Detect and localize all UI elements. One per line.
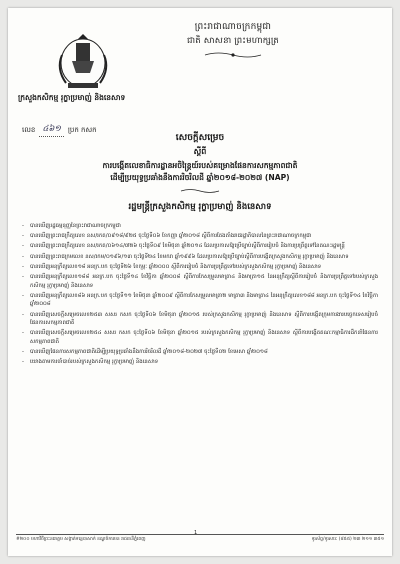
document-type: សេចក្តីសម្រេច	[175, 133, 225, 143]
ministry-name: ក្រសួងកសិកម្ម រុក្ខាប្រមាញ់ និងនេសាទ	[18, 93, 126, 102]
list-item: - បានឃើញព្រះរាជក្រឹត្យលេខ នស/រកត/០៩១៨/៩២៥ ចុះថ្ងៃទី០៦ ខែកញ្ញា ឆ្នាំ២០១៨ ស្តីពីការតែងតាំងរាជរដ្ឋាភិបាលនៃព្រះរាជាណាចក្រកម្ពុជា	[22, 232, 378, 241]
document-page	[8, 8, 392, 556]
clause-text: បានឃើញព្រះរាជក្រឹត្យលេខ នស/រកត/០៩១៨/៩២៥ ចុះថ្ងៃទី០៦ ខែកញ្ញា ឆ្នាំ២០១៨ ស្តីពីការតែងតាំងរាជរដ្ឋាភិបាលនៃព្រះរាជាណាចក្រកម្ពុជា	[30, 233, 312, 240]
list-item: - បានឃើញព្រះរាជក្រមលេខ នស/រកម/០១៩៦/១៣ ចុះថ្ងៃទី២៤ ខែមករា ឆ្នាំ១៩៩៦ ដែលប្រកាសឱ្យប្រើច្បាប់ស្តីពីការបង្កើតក្រសួងកសិកម្ម រុក្ខាប្រមាញ់ និងនេសាទ	[22, 253, 378, 262]
document-title-line2: ដើម្បីប្រយុទ្ធប្រឆាំងនឹងការរិចរិលដី ឆ្នាំ២០១៨-២០២៧ (NAP)	[110, 173, 290, 182]
list-item: - បានឃើញអនុក្រឹត្យលេខ១៨ អនក្រ.បក ចុះថ្ងៃទី២៦ ខែកុម្ភៈ ឆ្នាំ២០០០ ស្តីពីការរៀបចំ និងការប្រព្រឹត្តទៅរបស់ក្រសួងកសិកម្ម រុក្ខាប្រមាញ់ និងនេសាទ	[22, 263, 378, 272]
list-item: - យោងតាមការចាំបាច់របស់ក្រសួងកសិកម្ម រុក្ខាប្រមាញ់ និងនេសាទ	[22, 358, 378, 367]
clause-text: បានឃើញរដ្ឋធម្មនុញ្ញនៃព្រះរាជាណាចក្រកម្ពុជា	[30, 223, 121, 229]
page-footer	[16, 534, 384, 543]
clause-text: បានឃើញព្រះរាជក្រឹត្យលេខ នស/រកត/០៦១៤/៧២៦ ចុះថ្ងៃទី០៩ ខែមិថុនា ឆ្នាំ២០១៤ ដែលប្រកាសឱ្យប្រើច្បាប់ស្តីពីការរៀបចំ និងការប្រព្រឹត្តទៅនៃគណៈរដ្ឋមន្ត្រី	[30, 243, 345, 250]
list-item: - បានឃើញព្រះរាជក្រឹត្យលេខ នស/រកត/០៦១៤/៧២៦ ចុះថ្ងៃទី០៩ ខែមិថុនា ឆ្នាំ២០១៤ ដែលប្រកាសឱ្យប្រើច្បាប់ស្តីពីការរៀបចំ និងការប្រព្រឹត្តទៅនៃគណៈរដ្ឋមន្ត្រី	[22, 242, 378, 251]
national-emblem-seal-icon	[48, 33, 118, 97]
reference-prefix: លេខ	[22, 125, 36, 134]
list-item: - បានឃើញអនុក្រឹត្យលេខ៨៦ អនក្រ.បក ចុះថ្ងៃទី១១ ខែមិថុនា ឆ្នាំ២០០៩ ស្តីពីការកែសម្រួលមាត្រា២ មាត្រា៣ និងមាត្រា៤ នៃអនុក្រឹត្យលេខ១៨៨ អនក្រ.បក ចុះថ្ងៃទី១៤ ខែវិច្ឆិកា ឆ្នាំ២០០៨	[22, 292, 378, 308]
document-title	[48, 160, 352, 184]
clause-text: បានឃើញព្រះរាជក្រមលេខ នស/រកម/០១៩៦/១៣ ចុះថ្ងៃទី២៤ ខែមករា ឆ្នាំ១៩៩៦ ដែលប្រកាសឱ្យប្រើច្បាប់ស្តីពីការបង្កើតក្រសួងកសិកម្ម រុក្ខាប្រមាញ់ និងនេសាទ	[30, 253, 349, 260]
list-item: - បានឃើញរដ្ឋធម្មនុញ្ញនៃព្រះរាជាណាចក្រកម្ពុជា	[22, 222, 378, 231]
list-item: - បានឃើញផែនការសកម្មភាពជាតិដើម្បីប្រយុទ្ធប្រឆាំងនឹងការរិចរិលដី ឆ្នាំ២០១៨-២០២៧ ចុះថ្ងៃទី០២ ខែមេសា ឆ្នាំ២០១៨	[22, 348, 378, 357]
clause-text: បានឃើញអនុក្រឹត្យលេខ១៨ អនក្រ.បក ចុះថ្ងៃទី២៦ ខែកុម្ភៈ ឆ្នាំ២០០០ ស្តីពីការរៀបចំ និងការប្រព្រឹត្តទៅរបស់ក្រសួងកសិកម្ម រុក្ខាប្រមាញ់ និងនេសាទ	[30, 263, 322, 270]
issuing-authority: រដ្ឋមន្ត្រីក្រសួងកសិកម្ម រុក្ខាប្រមាញ់ និងនេសាទ	[128, 202, 272, 212]
footer-address: #២០០ មហាវិថីព្រះនរោត្តម សង្កាត់ទន្លេបាសាក់ ខណ្ឌចំការមន រាជធានីភ្នំពេញ	[16, 537, 146, 542]
document-title-line1: ការបង្កើតលេខាធិការដ្ឋានអចិន្ត្រៃយ៍របស់គម្រោងផែនការសកម្មភាពជាតិ	[102, 161, 298, 170]
kingdom-header	[158, 20, 308, 48]
page-number: 1	[194, 530, 198, 536]
ornament-divider-icon	[203, 51, 263, 59]
clause-text: បានឃើញអនុក្រឹត្យលេខ៨៦ អនក្រ.បក ចុះថ្ងៃទី១១ ខែមិថុនា ឆ្នាំ២០០៩ ស្តីពីការកែសម្រួលមាត្រា២ មាត្រា៣ និងមាត្រា៤ នៃអនុក្រឹត្យលេខ១៨៨ អនក្រ.បក ចុះថ្ងៃទី១៤ ខែវិច្ឆិកា ឆ្នាំ២០០៨	[30, 292, 378, 308]
reference-suffix: ប្រក កសក	[67, 125, 97, 134]
ornament-small-icon	[180, 188, 220, 194]
clause-text: បានឃើញសេចក្តីសម្រេចលេខ២៥៣ សសរ កសក ចុះថ្ងៃទី០៦ ខែមិថុនា ឆ្នាំ២០១៥ របស់ក្រសួងកសិកម្ម រុក្ខាប្រមាញ់ និងនេសាទ ស្តីពីការបង្កើតក្រុមការងារបច្ចេកទេសរៀបចំផែនការសកម្មភាពជាតិ	[30, 311, 378, 327]
document-on-label: ស្តីពី	[193, 147, 207, 156]
clause-text: យោងតាមការចាំបាច់របស់ក្រសួងកសិកម្ម រុក្ខាប្រមាញ់ និងនេសាទ	[30, 359, 159, 366]
clause-text: បានឃើញសេចក្តីសម្រេចលេខ២៥៤ សសរ កសក ចុះថ្ងៃទី០៦ ខែមិថុនា ឆ្នាំ២០១៥ របស់ក្រសួងកសិកម្ម រុក្ខាប្រមាញ់ និងនេសាទ ស្តីពីការបង្កើតគណៈកម្មាធិការដឹកនាំផែនការសកម្មភាពជាតិ	[30, 330, 378, 345]
footer-contact: ទូរស័ព្ទ/ទូរសារៈ (៨៥៥) ២៣ ២១១ ៣៥១	[311, 537, 384, 542]
national-motto: ជាតិ សាសនា ព្រះមហាក្សត្រ	[187, 36, 279, 46]
reference-number: ៤៦១	[39, 124, 63, 137]
list-item: - បានឃើញអនុក្រឹត្យលេខ១៨៨ អនក្រ.បក ចុះថ្ងៃទី១៤ ខែវិច្ឆិកា ឆ្នាំ២០០៨ ស្តីពីការកែសម្រួលមាត្រា៤ និងមាត្រា១៥ នៃអនុក្រឹត្យស្តីពីការរៀបចំ និងការប្រព្រឹត្តទៅរបស់ក្រសួងកសិកម្ម រុក្ខាប្រមាញ់ និងនេសាទ	[22, 273, 378, 289]
clause-text: បានឃើញអនុក្រឹត្យលេខ១៨៨ អនក្រ.បក ចុះថ្ងៃទី១៤ ខែវិច្ឆិកា ឆ្នាំ២០០៨ ស្តីពីការកែសម្រួលមាត្រា៤ និងមាត្រា១៥ នៃអនុក្រឹត្យស្តីពីការរៀបចំ និងការប្រព្រឹត្តទៅរបស់ក្រសួងកសិកម្ម រុក្ខាប្រមាញ់ និងនេសាទ	[30, 273, 378, 289]
kingdom-name: ព្រះរាជាណាចក្រកម្ពុជា	[194, 22, 272, 32]
preamble-clauses	[22, 222, 378, 368]
list-item: - បានឃើញសេចក្តីសម្រេចលេខ២៥៤ សសរ កសក ចុះថ្ងៃទី០៦ ខែមិថុនា ឆ្នាំ២០១៥ របស់ក្រសួងកសិកម្ម រុក្ខាប្រមាញ់ និងនេសាទ ស្តីពីការបង្កើតគណៈកម្មាធិការដឹកនាំផែនការសកម្មភាពជាតិ	[22, 330, 378, 345]
list-item: - បានឃើញសេចក្តីសម្រេចលេខ២៥៣ សសរ កសក ចុះថ្ងៃទី០៦ ខែមិថុនា ឆ្នាំ២០១៥ របស់ក្រសួងកសិកម្ម រុក្ខាប្រមាញ់ និងនេសាទ ស្តីពីការបង្កើតក្រុមការងារបច្ចេកទេសរៀបចំផែនការសកម្មភាពជាតិ	[22, 311, 378, 327]
clause-text: បានឃើញផែនការសកម្មភាពជាតិដើម្បីប្រយុទ្ធប្រឆាំងនឹងការរិចរិលដី ឆ្នាំ២០១៨-២០២៧ ចុះថ្ងៃទី០២ ខែមេសា ឆ្នាំ២០១៨	[30, 349, 268, 356]
